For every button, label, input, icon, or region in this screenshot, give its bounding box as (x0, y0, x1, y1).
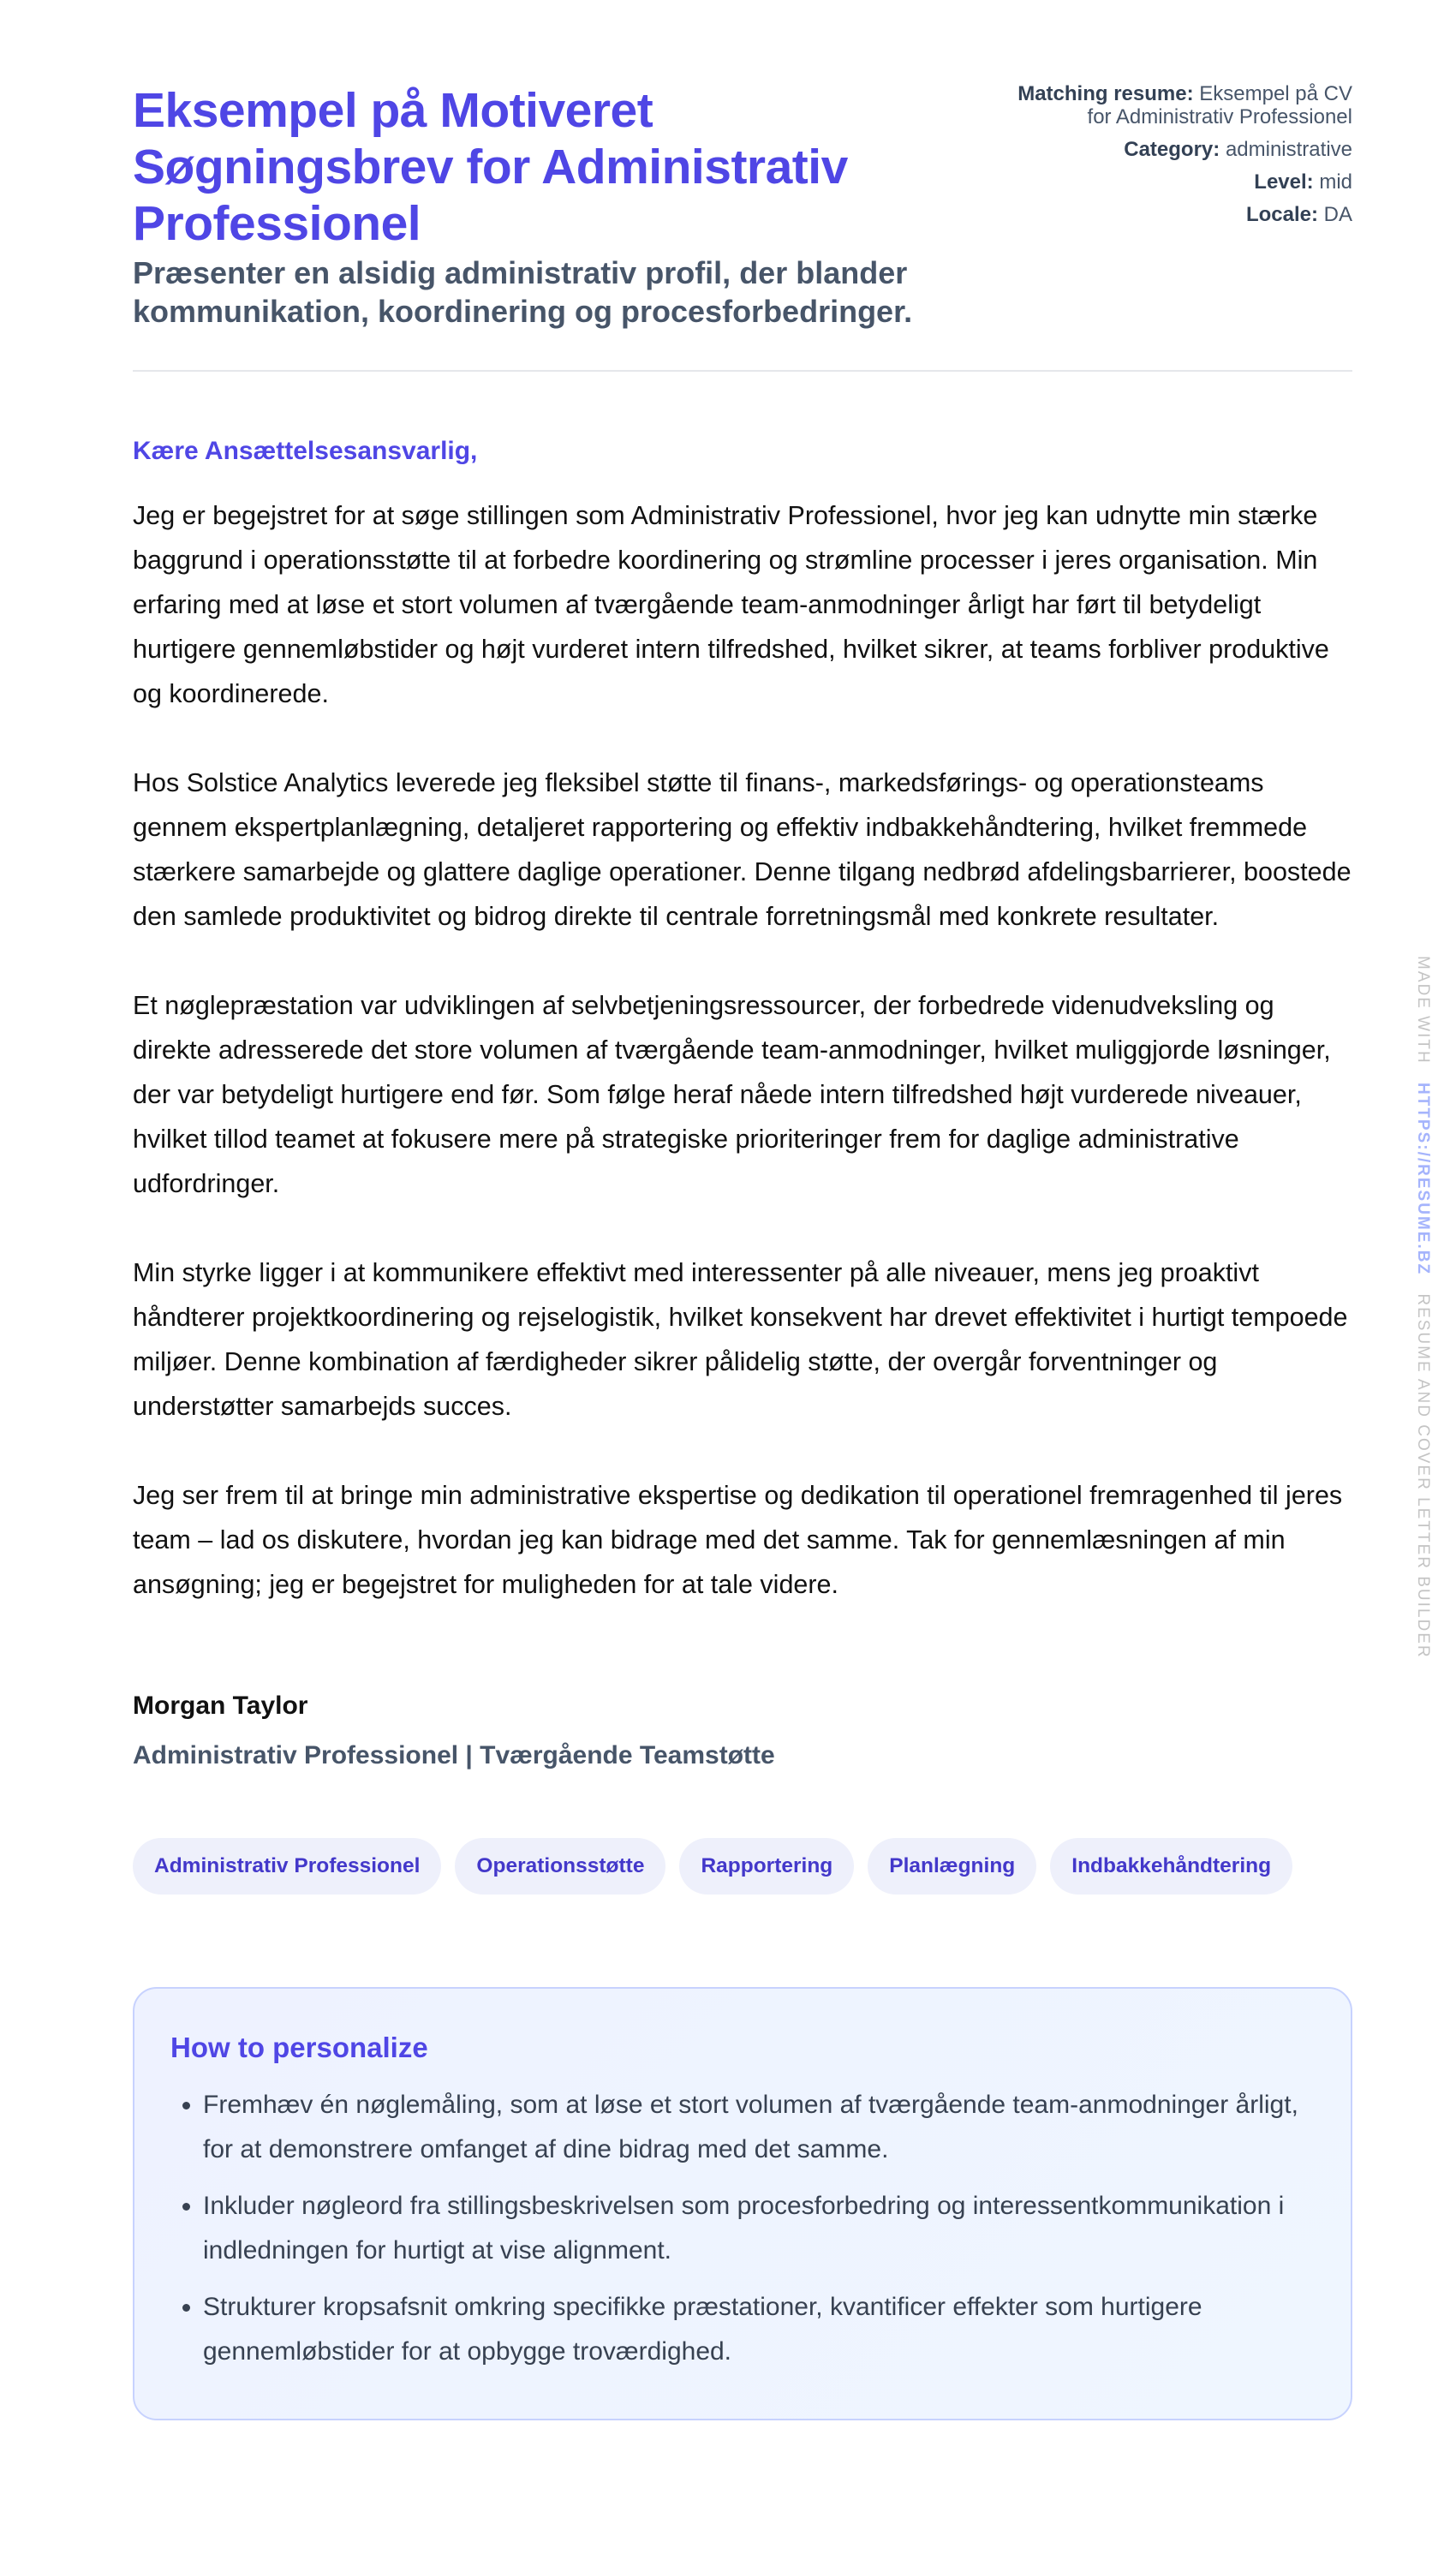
page-header (133, 0, 1352, 372)
tip-item: • Inkluder nøgleord fra stillingsbeskrivelsen som procesforbedring og interessentkommunikation i indledningen for hurtigt at vise alignment. (203, 2184, 1315, 2273)
tips-title: How to personalize (170, 2032, 428, 2063)
tag-chip[interactable]: Rapportering (679, 1838, 854, 1895)
tag-list (133, 1838, 1352, 1895)
builder-tagline: RESUME AND COVER LETTER BUILDER (1414, 1293, 1432, 1659)
signature-title: Administrativ Professionel | Tværgående Teamstøtte (133, 1741, 775, 1769)
letter-paragraph: Hos Solstice Analytics leverede jeg fleksibel støtte til finans-, markedsførings- og operationsteams gennem ekspertplanlægning, detaljeret rapportering og effektiv indbakkehåndtering, hvilket fremmede stærkere samarbejde og glattere daglige operationer. Denne tilgang nedbrød afdelingsbarrierer, boostede den samlede produktivitet og bidrog direkte til centrale forretningsmål med konkrete resultater. (133, 768, 1352, 931)
personalize-tips-box (133, 1987, 1352, 2420)
made-with-sidebar (1413, 956, 1432, 1659)
page-subtitle: Præsenter en alsidig administrativ profil, der blander kommunikation, koordinering og procesforbedringer. (133, 255, 913, 329)
meta-locale: Locale: DA (1245, 203, 1352, 226)
resume-bz-link[interactable]: HTTPS://RESUME.BZ (1414, 1083, 1432, 1276)
greeting: Kære Ansættelsesansvarlig, (133, 437, 478, 465)
meta-matching-resume: Matching resume: Eksempel på CV for Administrativ Professionel (1017, 82, 1352, 128)
tip-item: • Strukturer kropsafsnit omkring specifikke præstationer, kvantificer effekter som hurtigere gennemløbstider for at opbygge troværdighed. (203, 2285, 1315, 2374)
meta-category: Category: administrative (1124, 138, 1352, 161)
meta-panel (993, 82, 1352, 236)
signature-name: Morgan Taylor (133, 1692, 308, 1720)
tag-chip[interactable]: Administrativ Professionel (133, 1838, 441, 1895)
signature-block (133, 1689, 1352, 1773)
letter-body (133, 372, 1352, 1607)
letter-paragraph: Et nøglepræstation var udviklingen af selvbetjeningsressourcer, der forbedrede videnudveksling og direkte adresserede det store volumen af tværgående team-anmodninger, hvilket muliggjorde løsninger, der var betydeligt hurtigere end før. Som følge heraf nåede intern tilfredshed højt vurderede niveauer, hvilket tillod teamet at fokusere mere på strategiske prioriteringer frem for daglige administrative udfordringer. (133, 991, 1331, 1198)
made-with-label: MADE WITH (1414, 956, 1432, 1065)
tip-item: • Fremhæv én nøglemåling, som at løse et stort volumen af tværgående team-anmodninger årligt, for at demonstrere omfanget af dine bidrag med det samme. (203, 2083, 1315, 2172)
tag-chip[interactable]: Operationsstøtte (455, 1838, 665, 1895)
tag-chip[interactable]: Planlægning (868, 1838, 1036, 1895)
letter-paragraph: Jeg er begejstret for at søge stillingen som Administrativ Professionel, hvor jeg kan udnytte min stærke baggrund i operationsstøtte til at forbedre koordinering og strømline processer i jeres organisation. Min erfaring med at løse et stort volumen af tværgående team-anmodninger årligt har ført til betydeligt hurtigere gennemløbstider og højt vurderet intern tilfredshed, hvilket sikrer, at teams forbliver produktive og koordinerede. (133, 501, 1329, 708)
letter-paragraph: Jeg ser frem til at bringe min administrative ekspertise og dedikation til operationel fremragenhed til jeres team – lad os diskutere, hvordan jeg kan bidrage med det samme. Tak for gennemlæsningen af min ansøgning; jeg er begejstret for muligheden for at tale videre. (133, 1481, 1343, 1599)
page-title: Eksempel på Motiveret Søgningsbrev for Administrativ Professionel (133, 83, 848, 251)
cover-letter-page (133, 0, 1352, 2420)
matching-resume-link[interactable]: Eksempel på CV for Administrativ Professionel (1087, 82, 1352, 128)
letter-paragraph: Min styrke ligger i at kommunikere effektivt med interessenter på alle niveauer, mens jeg proaktivt håndterer projektkoordinering og rejselogistik, hvilket konsekvent har drevet effektivitet i hurtigt tempoede miljøer. Denne kombination af færdigheder sikrer pålidelig støtte, der overgår forventninger og understøtter samarbejds succes. (133, 1258, 1348, 1421)
tips-list (170, 2083, 1315, 2374)
tag-chip[interactable]: Indbakkehåndtering (1050, 1838, 1292, 1895)
meta-level: Level: mid (1254, 170, 1352, 194)
